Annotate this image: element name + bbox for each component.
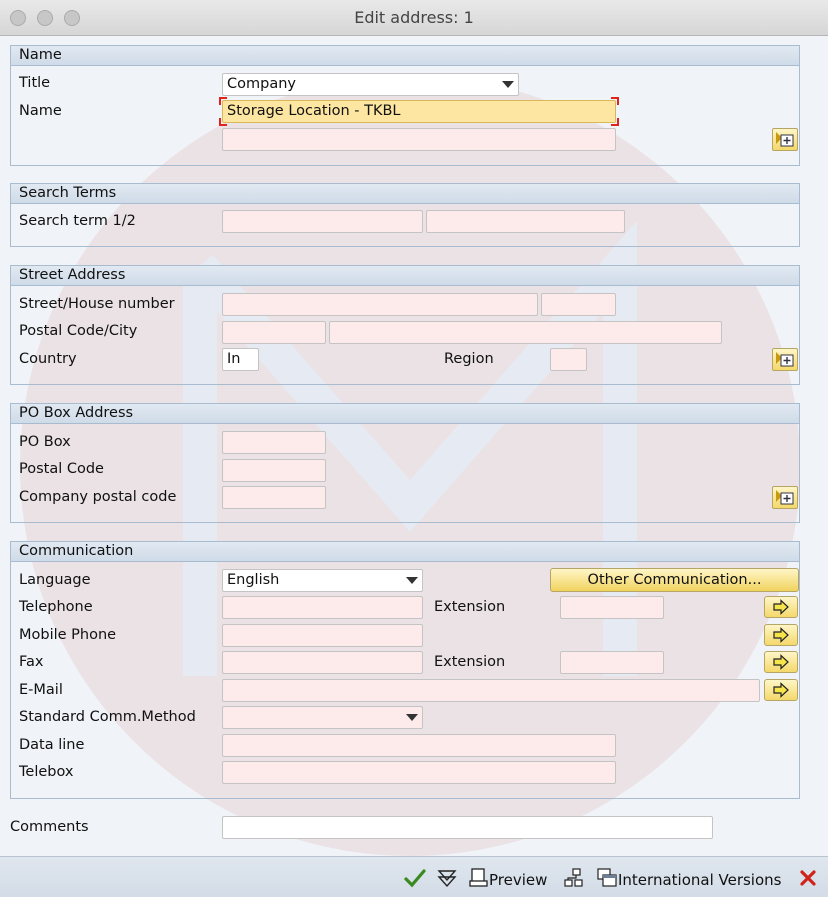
- po-box-field[interactable]: [222, 431, 326, 454]
- checkmark-icon: [404, 867, 426, 889]
- fax-field[interactable]: [222, 651, 423, 674]
- region-field[interactable]: [550, 348, 587, 371]
- chevron-down-icon: [406, 577, 418, 584]
- search-terms-header: Search Terms: [11, 184, 799, 204]
- check-triangle-icon: [436, 867, 458, 889]
- title-label: Title: [19, 75, 51, 91]
- fax-extension-field[interactable]: [560, 651, 664, 674]
- country-field[interactable]: In: [222, 348, 259, 371]
- arrow-right-icon: [765, 597, 797, 617]
- search-term-2-field[interactable]: [426, 210, 625, 233]
- mobile-phone-label: Mobile Phone: [19, 627, 117, 643]
- more-address-fields-button[interactable]: [772, 348, 798, 371]
- focus-marker: [611, 118, 619, 126]
- email-details-button[interactable]: [764, 679, 798, 701]
- standard-comm-method-select[interactable]: [222, 706, 423, 729]
- dialog-toolbar: [0, 856, 828, 897]
- more-po-box-fields-button[interactable]: [772, 486, 798, 509]
- check-entries-button[interactable]: [436, 867, 458, 889]
- name-group-header: Name: [11, 46, 799, 66]
- dialog-content: [0, 36, 828, 856]
- window-titlebar: [0, 0, 828, 36]
- po-box-group: [10, 403, 800, 523]
- hierarchy-button[interactable]: [562, 867, 584, 889]
- title-select-value: Company: [227, 76, 296, 92]
- other-communication-button[interactable]: Other Communication...: [550, 568, 799, 592]
- international-versions-label: International Versions: [618, 871, 782, 889]
- country-label: Country: [19, 351, 77, 367]
- house-number-field[interactable]: [541, 293, 616, 316]
- region-label: Region: [444, 351, 494, 367]
- name2-field[interactable]: [222, 128, 616, 151]
- close-icon: [798, 867, 818, 889]
- comments-field[interactable]: [222, 816, 713, 839]
- data-line-label: Data line: [19, 737, 85, 753]
- fax-details-button[interactable]: [764, 651, 798, 673]
- arrow-right-icon: [765, 680, 797, 700]
- fax-label: Fax: [19, 654, 44, 670]
- preview-label: Preview: [489, 871, 548, 889]
- telephone-field[interactable]: [222, 596, 423, 619]
- mobile-details-button[interactable]: [764, 624, 798, 646]
- window-title: Edit address: 1: [354, 8, 474, 27]
- search-term-label: Search term 1/2: [19, 213, 136, 229]
- focus-marker: [611, 97, 619, 105]
- po-box-header: PO Box Address: [11, 404, 799, 424]
- street-field[interactable]: [222, 293, 538, 316]
- street-label: Street/House number: [19, 296, 175, 312]
- title-select[interactable]: [222, 73, 519, 96]
- street-address-header: Street Address: [11, 266, 799, 286]
- postal-code-field[interactable]: [222, 321, 326, 344]
- email-field[interactable]: [222, 679, 760, 702]
- telebox-label: Telebox: [19, 764, 74, 780]
- focus-marker: [219, 97, 227, 105]
- arrow-right-icon: [765, 652, 797, 672]
- name-field[interactable]: Storage Location - TKBL: [222, 100, 616, 123]
- city-field[interactable]: [329, 321, 722, 344]
- email-label: E-Mail: [19, 682, 63, 698]
- communication-header: Communication: [11, 542, 799, 562]
- international-versions-button[interactable]: [596, 867, 781, 889]
- preview-button[interactable]: [469, 867, 547, 889]
- expand-fields-icon: [773, 129, 797, 150]
- expand-fields-icon: [773, 349, 797, 370]
- mobile-phone-field[interactable]: [222, 624, 423, 647]
- telephone-extension-field[interactable]: [560, 596, 664, 619]
- language-select[interactable]: [222, 569, 423, 592]
- po-box-label: PO Box: [19, 434, 71, 450]
- cancel-button[interactable]: [798, 867, 818, 889]
- hierarchy-icon: [562, 867, 584, 889]
- more-fields-button[interactable]: [772, 128, 798, 151]
- chevron-down-icon: [502, 81, 514, 88]
- po-postal-code-label: Postal Code: [19, 461, 104, 477]
- comments-label: Comments: [10, 819, 89, 835]
- chevron-down-icon: [406, 714, 418, 721]
- telephone-details-button[interactable]: [764, 596, 798, 618]
- language-select-value: English: [227, 572, 280, 588]
- fax-extension-label: Extension: [434, 654, 506, 670]
- standard-comm-method-label: Standard Comm.Method: [19, 709, 196, 725]
- postal-city-label: Postal Code/City: [19, 323, 138, 339]
- document-icon: [469, 867, 489, 889]
- po-postal-code-field[interactable]: [222, 459, 326, 482]
- expand-fields-icon: [773, 487, 797, 508]
- focus-marker: [219, 118, 227, 126]
- company-postal-code-label: Company postal code: [19, 489, 177, 505]
- arrow-right-icon: [765, 625, 797, 645]
- telebox-field[interactable]: [222, 761, 616, 784]
- language-label: Language: [19, 572, 91, 588]
- name-label: Name: [19, 103, 62, 119]
- confirm-button[interactable]: [404, 867, 426, 889]
- search-term-1-field[interactable]: [222, 210, 423, 233]
- stacked-windows-icon: [596, 867, 618, 889]
- data-line-field[interactable]: [222, 734, 616, 757]
- company-postal-code-field[interactable]: [222, 486, 326, 509]
- telephone-extension-label: Extension: [434, 599, 506, 615]
- telephone-label: Telephone: [19, 599, 93, 615]
